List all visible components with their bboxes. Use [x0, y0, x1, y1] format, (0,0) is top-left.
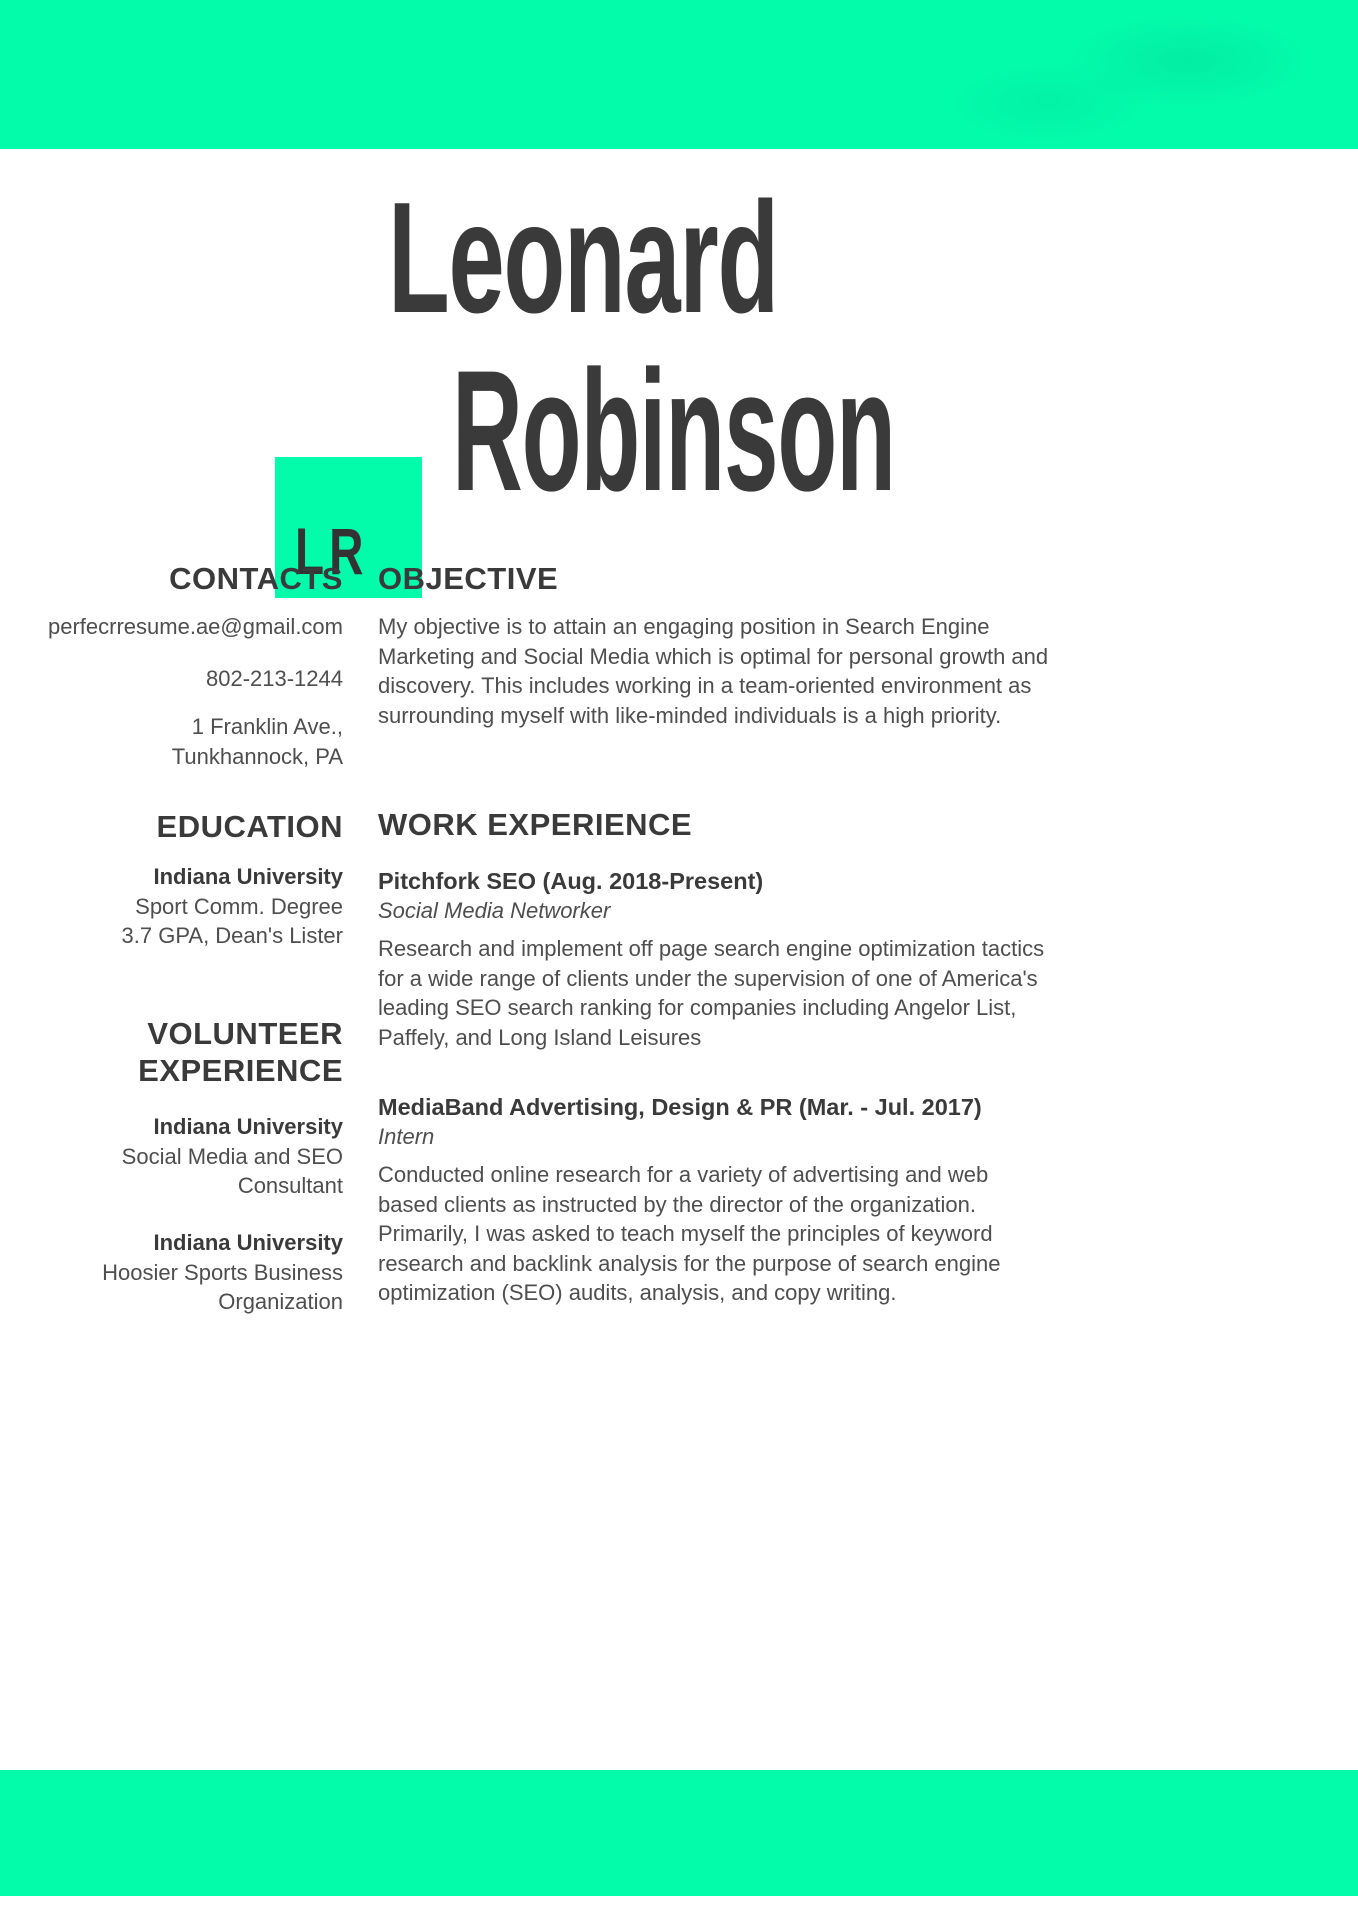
objective-text: My objective is to attain an engaging position in Search Engine Marketing and Social Media which is optimal for personal growth and discovery. This includes working in a team-oriented environment as surrounding myself with like-minded individuals is a high priority. — [378, 614, 1049, 728]
volunteer-org: Indiana University — [153, 1114, 343, 1139]
education-school: Indiana University — [153, 864, 343, 889]
job-title: Pitchfork SEO (Aug. 2018-Present) — [378, 868, 764, 894]
monogram-initials: LR — [295, 514, 369, 588]
top-banner — [0, 0, 1358, 149]
volunteer-heading: VOLUNTEER EXPERIENCE — [138, 1016, 343, 1089]
volunteer-org: Indiana University — [153, 1230, 343, 1255]
job-role: Social Media Networker — [378, 898, 611, 923]
job-description: Conducted online research for a variety of advertising and web based clients as instructed by the director of the organization. Primarily, I was asked to teach myself the principles of keyword research and backlink analysis for the purpose of search engine optimization (SEO) audits, analysis, and copy writing. — [378, 1162, 1001, 1305]
volunteer-entry — [23, 1112, 343, 1201]
first-name-text: Leonard — [388, 170, 778, 346]
job-role: Intern — [378, 1124, 435, 1149]
education-entry — [23, 862, 343, 951]
last-name — [452, 335, 1229, 527]
contact-email: perfecrresume.ae@gmail.com — [48, 614, 343, 639]
bottom-banner — [0, 1770, 1358, 1896]
job-entry — [378, 866, 1050, 1052]
last-name-text: Robinson — [452, 335, 895, 527]
job-description: Research and implement off page search engine optimization tactics for a wide range of clients under the supervision of one of America's leading SEO search ranking for companies including Angelor List, Paffely, and Long Island Leisures — [378, 936, 1045, 1050]
education-degree: Sport Comm. Degree — [135, 893, 343, 919]
objective-heading: OBJECTIVE — [378, 561, 559, 596]
volunteer-role: Hoosier Sports Business Organization — [102, 1259, 343, 1314]
contact-address — [23, 712, 343, 771]
education-honors: 3.7 GPA, Dean's Lister — [121, 923, 343, 948]
work-heading: WORK EXPERIENCE — [378, 807, 693, 842]
education-heading: EDUCATION — [156, 809, 343, 844]
contact-address-line1: 1 Franklin Ave., — [191, 714, 343, 739]
job-entry — [378, 1092, 1050, 1308]
contacts-heading: CONTACTS — [169, 561, 343, 596]
contact-phone: 802-213-1244 — [205, 666, 343, 691]
first-name — [388, 170, 997, 346]
contact-address-line2: Tunkhannock, PA — [171, 743, 343, 769]
volunteer-entry — [23, 1228, 343, 1317]
job-title: MediaBand Advertising, Design & PR (Mar. - Jul. 2017) — [378, 1094, 982, 1120]
banner-watermark — [928, 5, 1328, 145]
volunteer-role: Social Media and SEO Consultant — [121, 1143, 343, 1198]
